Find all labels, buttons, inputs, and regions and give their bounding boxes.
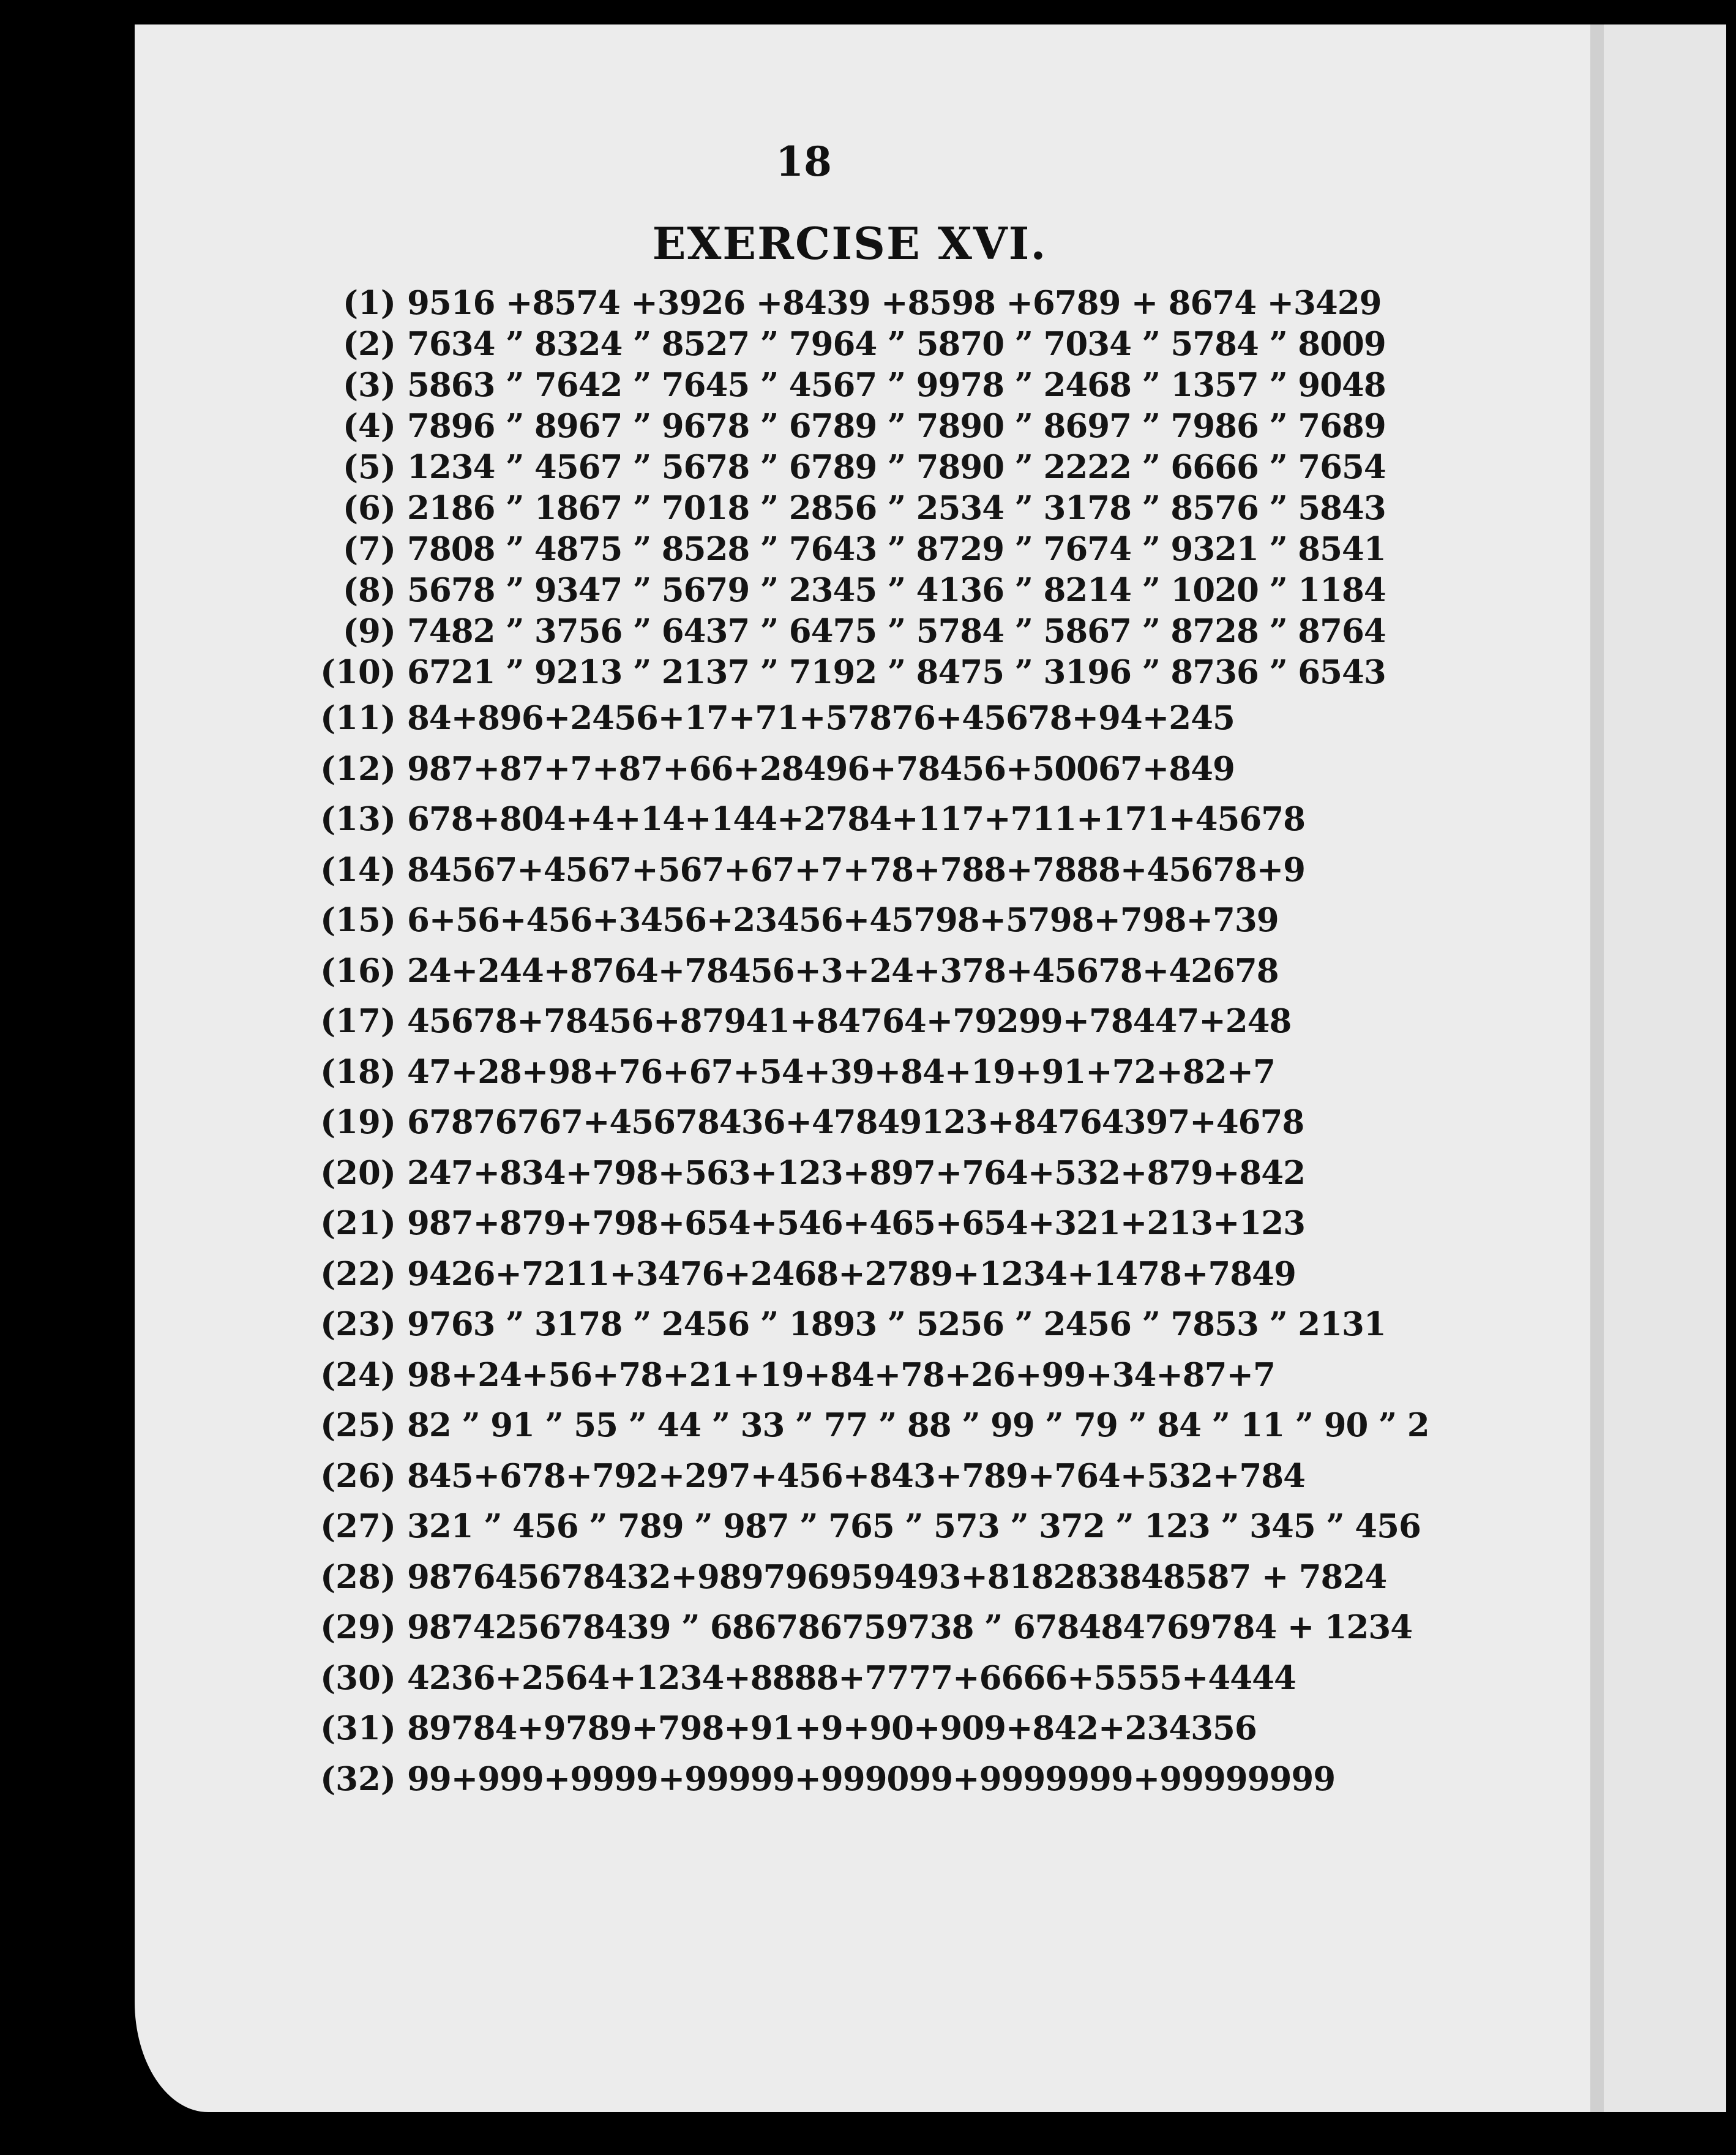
exercise-row bbox=[315, 996, 1478, 1047]
exercise-number: (19) bbox=[320, 1103, 396, 1141]
exercise-number: (5) bbox=[342, 448, 396, 486]
exercise-number: (28) bbox=[320, 1557, 396, 1596]
exercise-expression: 247+834+798+563+123+897+764+532+879+842 bbox=[407, 1153, 1305, 1192]
exercise-expression: 321 ” 456 ” 789 ” 987 ” 765 ” 573 ” 372 ” 123 ” 345 ” 456 bbox=[407, 1507, 1421, 1545]
exercise-row bbox=[315, 1552, 1478, 1603]
exercise-row bbox=[315, 895, 1478, 946]
exercise-number: (23) bbox=[320, 1305, 396, 1343]
exercise-row bbox=[315, 744, 1478, 795]
exercise-number: (8) bbox=[342, 571, 396, 609]
exercise-expression: 84+896+2456+17+71+57876+45678+94+245 bbox=[407, 699, 1235, 737]
exercise-number: (27) bbox=[320, 1507, 396, 1545]
exercise-number: (6) bbox=[342, 489, 396, 527]
exercise-number: (30) bbox=[320, 1658, 396, 1697]
exercise-number: (18) bbox=[320, 1052, 396, 1091]
exercise-row bbox=[315, 652, 1478, 693]
exercise-number: (9) bbox=[342, 612, 396, 650]
exercise-number: (24) bbox=[320, 1355, 396, 1394]
exercise-expression: 987645678432+989796959493+818283848587 + 7824 bbox=[407, 1557, 1387, 1596]
exercise-expression: 7896 ” 8967 ” 9678 ” 6789 ” 7890 ” 8697 ” 7986 ” 7689 bbox=[407, 407, 1386, 445]
exercise-title: EXERCISE XVI. bbox=[652, 217, 1047, 269]
exercise-row bbox=[315, 406, 1478, 447]
exercise-expression: 67876767+45678436+47849123+84764397+4678 bbox=[407, 1103, 1304, 1141]
exercise-number: (7) bbox=[342, 530, 396, 568]
exercise-expression: 845+678+792+297+456+843+789+764+532+784 bbox=[407, 1456, 1305, 1495]
exercise-row bbox=[315, 794, 1478, 845]
exercise-number: (12) bbox=[320, 749, 396, 788]
exercise-expression: 7808 ” 4875 ” 8528 ” 7643 ” 8729 ” 7674 ” 9321 ” 8541 bbox=[407, 530, 1386, 568]
exercise-row bbox=[315, 1047, 1478, 1098]
exercise-row bbox=[315, 529, 1478, 570]
exercise-expression: 987+87+7+87+66+28496+78456+50067+849 bbox=[407, 749, 1235, 788]
exercise-expression: 7482 ” 3756 ” 6437 ” 6475 ” 5784 ” 5867 ” 8728 ” 8764 bbox=[407, 612, 1386, 650]
exercise-number: (10) bbox=[320, 653, 396, 691]
exercise-row bbox=[315, 1097, 1478, 1148]
exercise-number: (16) bbox=[320, 951, 396, 990]
exercise-expression: 9426+7211+3476+2468+2789+1234+1478+7849 bbox=[407, 1254, 1296, 1293]
exercise-row bbox=[315, 488, 1478, 529]
exercise-list bbox=[315, 283, 1478, 1804]
exercise-number: (29) bbox=[320, 1608, 396, 1646]
exercise-expression: 6721 ” 9213 ” 2137 ” 7192 ” 8475 ” 3196 ” 8736 ” 6543 bbox=[407, 653, 1386, 691]
exercise-expression: 99+999+9999+99999+999099+9999999+99999999 bbox=[407, 1760, 1336, 1798]
exercise-expression: 84567+4567+567+67+7+78+788+7888+45678+9 bbox=[407, 850, 1305, 889]
exercise-expression: 987425678439 ” 686786759738 ” 678484769784 + 1234 bbox=[407, 1608, 1413, 1646]
page-number: 18 bbox=[776, 138, 832, 186]
exercise-row bbox=[315, 570, 1478, 611]
exercise-row bbox=[315, 1198, 1478, 1249]
exercise-expression: 4236+2564+1234+8888+7777+6666+5555+4444 bbox=[407, 1658, 1296, 1697]
exercise-expression: 5863 ” 7642 ” 7645 ” 4567 ” 9978 ” 2468 ” 1357 ” 9048 bbox=[407, 366, 1386, 404]
exercise-row bbox=[315, 845, 1478, 896]
exercise-row bbox=[315, 1299, 1478, 1350]
exercise-row bbox=[315, 1148, 1478, 1199]
exercise-expression: 6+56+456+3456+23456+45798+5798+798+739 bbox=[407, 901, 1279, 939]
exercise-expression: 47+28+98+76+67+54+39+84+19+91+72+82+7 bbox=[407, 1052, 1275, 1091]
exercise-number: (4) bbox=[342, 407, 396, 445]
exercise-number: (14) bbox=[320, 850, 396, 889]
exercise-expression: 45678+78456+87941+84764+79299+78447+248 bbox=[407, 1002, 1292, 1040]
exercise-number: (21) bbox=[320, 1204, 396, 1242]
exercise-expression: 5678 ” 9347 ” 5679 ” 2345 ” 4136 ” 8214 ” 1020 ” 1184 bbox=[407, 571, 1386, 609]
exercise-row bbox=[315, 1350, 1478, 1401]
exercise-row bbox=[315, 1703, 1478, 1754]
exercise-row bbox=[315, 611, 1478, 652]
exercise-row bbox=[315, 946, 1478, 997]
exercise-row bbox=[315, 324, 1478, 365]
exercise-number: (25) bbox=[320, 1406, 396, 1444]
exercise-number: (22) bbox=[320, 1254, 396, 1293]
exercise-expression: 9516 +8574 +3926 +8439 +8598 +6789 + 8674 +3429 bbox=[407, 284, 1382, 322]
exercise-expression: 9763 ” 3178 ” 2456 ” 1893 ” 5256 ” 2456 ” 7853 ” 2131 bbox=[407, 1305, 1386, 1343]
exercise-row bbox=[315, 1754, 1478, 1805]
exercise-row bbox=[315, 1400, 1478, 1451]
exercise-number: (17) bbox=[320, 1002, 396, 1040]
exercise-row bbox=[315, 1602, 1478, 1653]
exercise-expression: 98+24+56+78+21+19+84+78+26+99+34+87+7 bbox=[407, 1355, 1275, 1394]
exercise-number: (26) bbox=[320, 1456, 396, 1495]
exercise-row bbox=[315, 1249, 1478, 1300]
exercise-number: (15) bbox=[320, 901, 396, 939]
exercise-number: (13) bbox=[320, 800, 396, 838]
exercise-number: (20) bbox=[320, 1153, 396, 1192]
exercise-expression: 1234 ” 4567 ” 5678 ” 6789 ” 7890 ” 2222 ” 6666 ” 7654 bbox=[407, 448, 1386, 486]
exercise-number: (32) bbox=[320, 1760, 396, 1798]
exercise-row bbox=[315, 1501, 1478, 1552]
exercise-expression: 24+244+8764+78456+3+24+378+45678+42678 bbox=[407, 951, 1279, 990]
exercise-expression: 89784+9789+798+91+9+90+909+842+234356 bbox=[407, 1709, 1257, 1747]
right-page-edge bbox=[1604, 24, 1726, 2112]
exercise-expression: 2186 ” 1867 ” 7018 ” 2856 ” 2534 ” 3178 ” 8576 ” 5843 bbox=[407, 489, 1386, 527]
exercise-number: (2) bbox=[342, 325, 396, 363]
exercise-row bbox=[315, 693, 1478, 744]
exercise-expression: 82 ” 91 ” 55 ” 44 ” 33 ” 77 ” 88 ” 99 ” 79 ” 84 ” 11 ” 90 ” 2 bbox=[407, 1406, 1429, 1444]
exercise-expression: 7634 ” 8324 ” 8527 ” 7964 ” 5870 ” 7034 ” 5784 ” 8009 bbox=[407, 325, 1386, 363]
exercise-row bbox=[315, 283, 1478, 324]
exercise-number: (3) bbox=[342, 366, 396, 404]
exercise-number: (11) bbox=[320, 699, 396, 737]
exercise-expression: 678+804+4+14+144+2784+117+711+171+45678 bbox=[407, 800, 1305, 838]
exercise-number: (31) bbox=[320, 1709, 396, 1747]
exercise-expression: 987+879+798+654+546+465+654+321+213+123 bbox=[407, 1204, 1305, 1242]
exercise-row bbox=[315, 365, 1478, 406]
exercise-row bbox=[315, 1653, 1478, 1704]
exercise-row bbox=[315, 447, 1478, 488]
exercise-row bbox=[315, 1451, 1478, 1502]
exercise-number: (1) bbox=[342, 284, 396, 322]
